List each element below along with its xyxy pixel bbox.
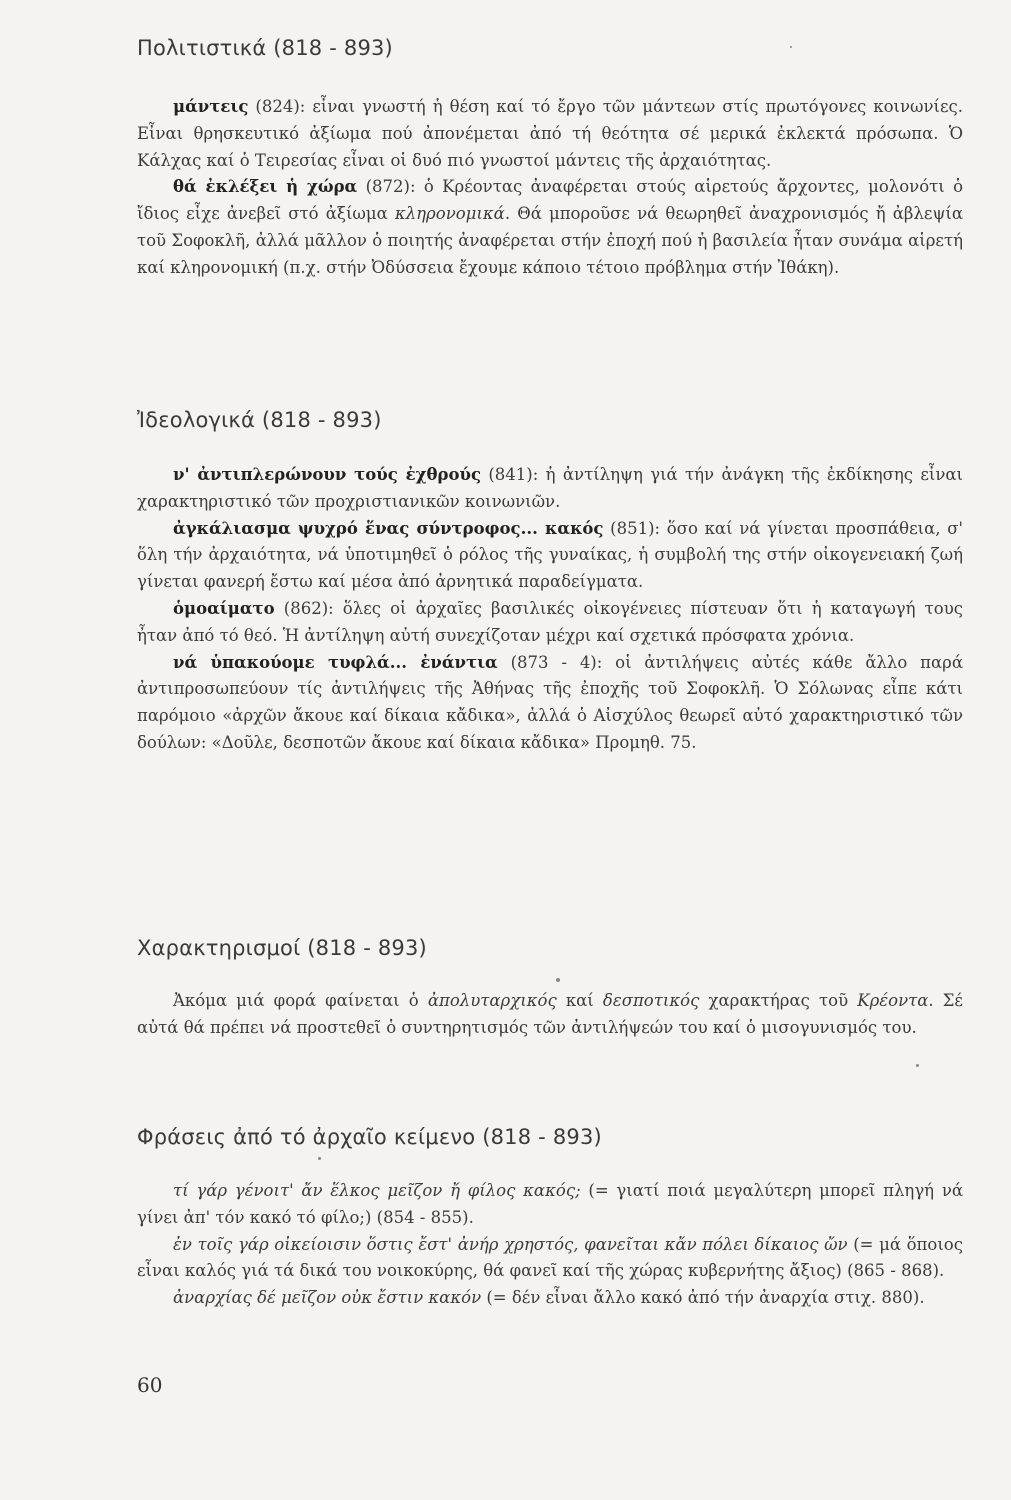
ancient-quote: τί γάρ γένοιτ' ἄν ἕλκος μεῖζον ἤ φίλος κακός; <box>173 1181 581 1200</box>
page-number: 60 <box>137 1373 163 1397</box>
section-heading-ideological: Ἰδεολογικά (818 - 893) <box>137 408 382 432</box>
section-heading-cultural: Πολιτιστικά (818 - 893) <box>137 36 393 60</box>
entry-quote <box>137 1178 963 1232</box>
section-heading-phrases: Φράσεις ἀπό τό ἀρχαῖο κείμενο (818 - 893) <box>137 1125 602 1149</box>
entry-term: ὁμοαίματο <box>173 598 275 618</box>
entry-text: (= δέν εἶναι ἄλλο κακό ἀπό τήν ἀναρχία στιχ. 880). <box>481 1288 925 1308</box>
scan-speck <box>790 46 792 48</box>
section-heading-characterizations: Χαρακτηρισμοί (818 - 893) <box>137 936 427 960</box>
entry-term: ν' ἀντιπλερώνουν τούς ἐχθρούς <box>173 465 481 484</box>
entry-agkaliasma <box>137 516 963 596</box>
entry-tha-eklexei <box>137 174 963 281</box>
entry-character <box>137 988 963 1042</box>
entry-text: (862): ὅλες οἱ ἀρχαῖες βασιλικές οἰκογένειες πίστευαν ὅτι ἡ καταγωγή τους ἦταν ἀπό τό θεό. Ἡ ἀντίληψη αὐτή συνεχίζοταν μέχρι καί σχετικά πρόσφατα χρόνια. <box>137 598 963 645</box>
scan-speck <box>916 1064 919 1067</box>
entry-term: νά ὑπακούομε τυφλά... ἐνάντια <box>173 652 498 672</box>
entry-text: (= μά ὅποιος εἶναι καλός γιά τά δικά του νοικοκύρης, θά φανεῖ καί τῆς χώρας κυβερνήτης ἄξιος) (865 - 868). <box>137 1234 963 1281</box>
section-body-ideological <box>137 462 963 757</box>
entry-term: μάντεις <box>173 97 249 116</box>
entry-text: Ἀκόμα μιά φορά φαίνεται ὁ <box>173 991 428 1010</box>
entry-manteis <box>137 94 963 174</box>
entry-emphasis: κληρονομικά <box>394 204 505 224</box>
entry-text: (872): ὁ Κρέοντας ἀναφέρεται στούς αἱρετούς ἄρχοντες, μολονότι ὁ ἴδιος εἶχε ἀνεβεῖ στό ἀξίωμα <box>137 177 964 224</box>
entry-quote <box>137 1285 963 1312</box>
entry-text: χαρακτήρας τοῦ <box>699 991 858 1010</box>
entry-text: καί <box>556 991 603 1010</box>
scan-speck <box>318 1157 321 1160</box>
entry-term: ἀγκάλιασμα ψυχρό ἕνας σύντροφος... κακός <box>173 518 604 538</box>
entry-text: (824): εἶναι γνωστή ἡ θέση καί τό ἔργο τῶν μάντεων στίς πρωτόγονες κοινωνίες. Εἶναι θρησκευτικό ἀξίωμα πού ἀπονέμεται ἀπό τή θεότητα σέ μερικά ἐκλεκτά πρόσωπα. Ὁ Κάλχας καί ὁ Τειρεσίας εἶναι οἱ δυό πιό γνωστοί μάντεις τῆς ἀρχαιότητας. <box>137 97 963 170</box>
entry-text: (= γιατί ποιά μεγαλύτερη μπορεῖ πληγή νά γίνει ἀπ' τόν κακό τό φίλο;) (854 - 855). <box>137 1181 963 1227</box>
entry-ypakouome <box>137 650 963 757</box>
ancient-quote: ἀναρχίας δέ μεῖζον οὐκ ἔστιν κακόν <box>173 1288 482 1308</box>
entry-quote <box>137 1232 963 1286</box>
entry-emphasis: ἀπολυταρχικός <box>427 991 557 1010</box>
section-body-cultural <box>137 94 963 282</box>
entry-text-cont: . Θά μποροῦσε νά θεωρηθεῖ ἀναχρονισμός ἤ ἀβλεψία τοῦ Σοφοκλῆ, ἀλλά μᾶλλον ὁ ποιητής ἀναφέρεται στήν ἐποχή πού ἡ βασιλεία ἦταν συνάμα αἱρετή καί κληρονομική (π.χ. στήν Ὀδύσσεια ἔχουμε κάποιο τέτοιο πρόβλημα στήν Ἰθάκη). <box>137 204 963 277</box>
entry-antiplerwnoun <box>137 462 963 516</box>
entry-term: θά ἐκλέξει ἡ χώρα <box>173 177 358 197</box>
entry-text: . Σέ αὐτά θά πρέπει νά προστεθεῖ ὁ συντηρητισμός τῶν ἀντιλήψεών του καί ὁ μισογυνισμός του. <box>137 991 963 1037</box>
scan-speck <box>556 978 560 982</box>
section-body-characterizations <box>137 988 963 1042</box>
section-body-phrases <box>137 1178 963 1312</box>
entry-text: (851): ὅσο καί νά γίνεται προσπάθεια, σ' ὅλη τήν ἀρχαιότητα, νά ὑποτιμηθεῖ ὁ ρόλος τῆς γυναίκας, ἡ συμβολή της στήν οἰκογενειακή ζωή γίνεται φανερή ἔστω καί μέσα ἀπό ἀρνητικά παραδείγματα. <box>137 518 963 592</box>
entry-emphasis: Κρέοντα <box>857 991 929 1010</box>
entry-text: (841): ἡ ἀντίληψη γιά τήν ἀνάγκη τῆς ἐκδίκησης εἶναι χαρακτηριστικό τῶν προχριστιανικῶν κοινωνιῶν. <box>137 465 963 511</box>
entry-emphasis: δεσποτικός <box>602 991 700 1010</box>
entry-omoaimato <box>137 596 963 650</box>
entry-text: (873 - 4): οἱ ἀντιλήψεις αὐτές κάθε ἄλλο παρά ἀντιπροσωπεύουν τίς ἀντιλήψεις τῆς Ἀθήνας τῆς ἐποχῆς τοῦ Σοφοκλῆ. Ὁ Σόλωνας εἶπε κάτι παρόμοιο «ἀρχῶν ἄκουε καί δίκαια κἄδικα», ἀλλά ὁ Αἰσχύλος θεωρεῖ αὐτό χαρακτηριστικό τῶν δούλων: «Δοῦλε, δεσποτῶν ἄκουε καί δίκαια κἄδικα» Προμηθ. 75. <box>137 652 963 752</box>
ancient-quote: ἐν τοῖς γάρ οἰκείοισιν ὅστις ἔστ' ἀνήρ χρηστός, φανεῖται κἄν πόλει δίκαιος ὤν <box>173 1234 848 1254</box>
